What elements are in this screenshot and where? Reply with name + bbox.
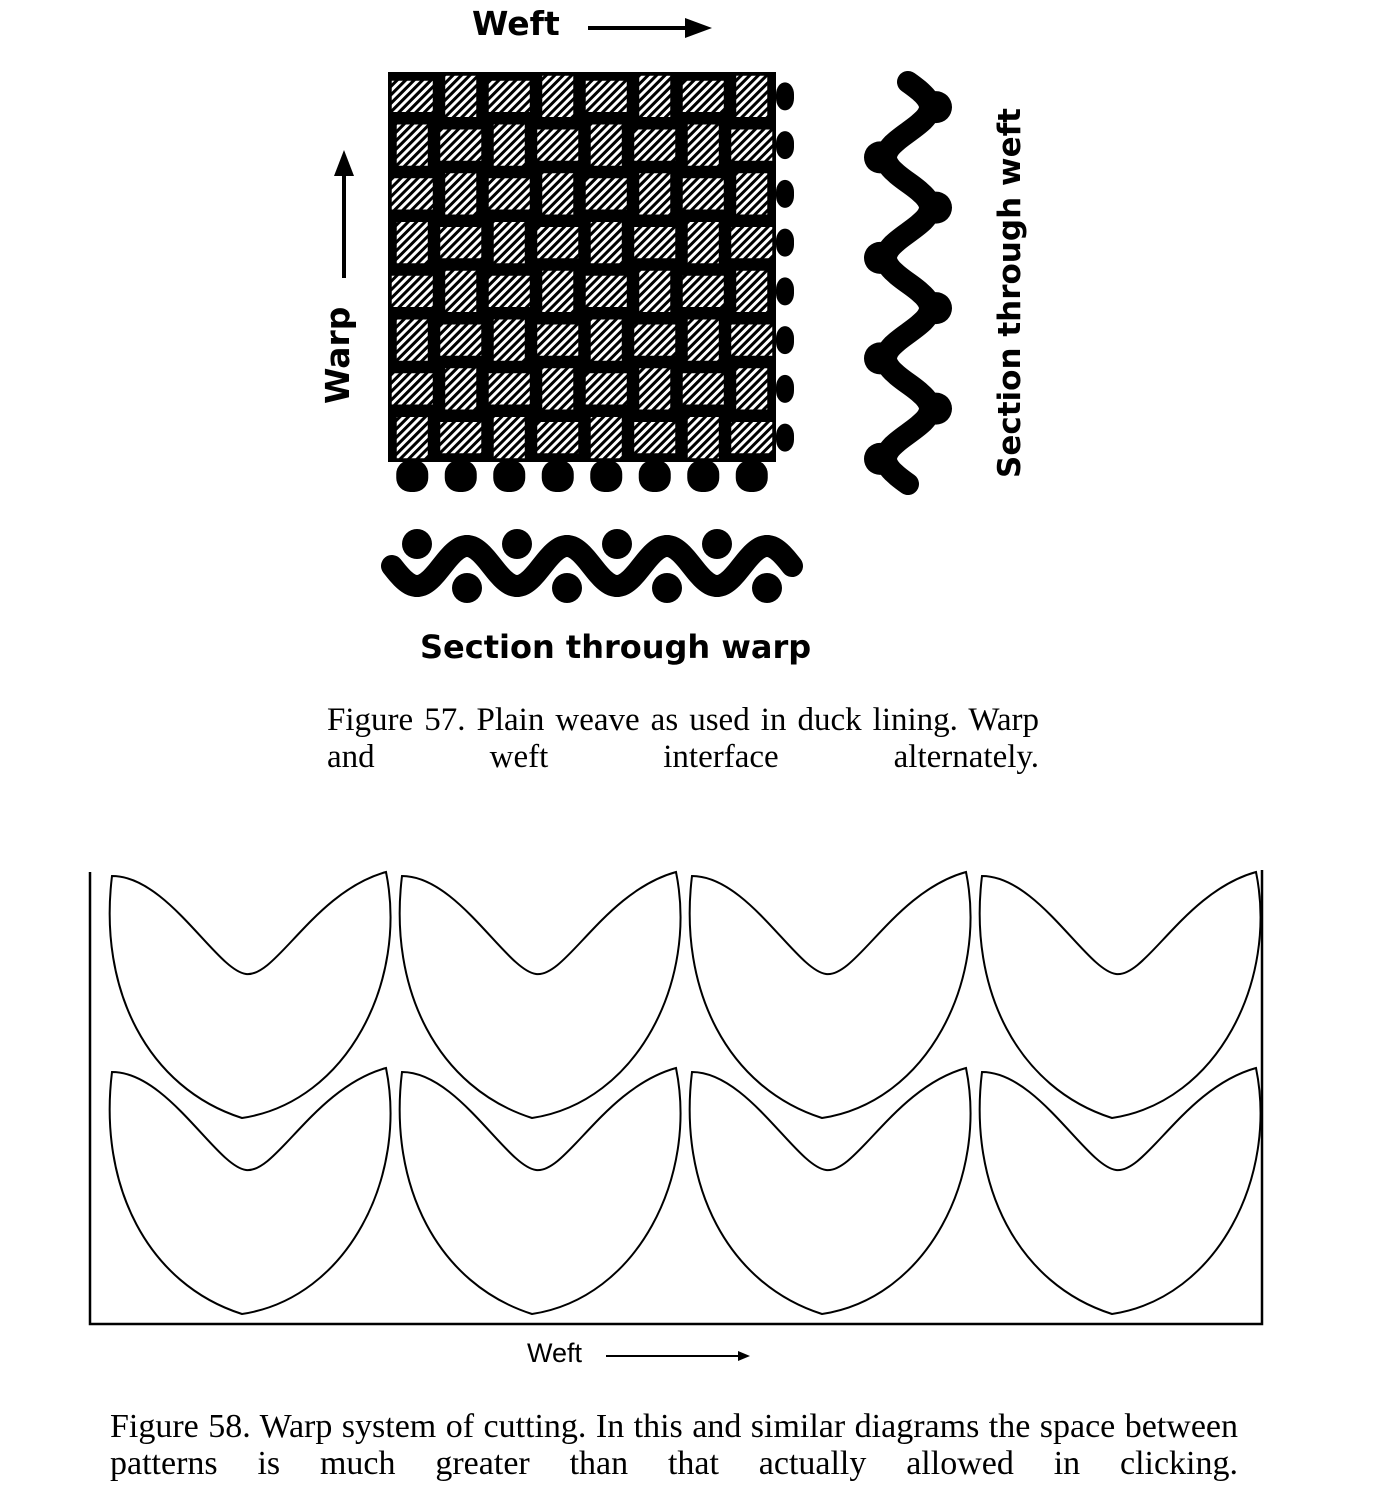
warp-thread-cell — [687, 124, 720, 167]
weft-thread-cell — [682, 178, 725, 211]
section-through-weft — [864, 82, 952, 484]
weft-cross-section-dot — [864, 242, 896, 274]
plain-weave-swatch — [388, 72, 794, 492]
warp-cross-section-dot — [552, 573, 582, 603]
warp-thread-cell — [493, 319, 526, 362]
weft-thread-cell — [537, 129, 580, 162]
warp-thread-cell — [445, 368, 478, 411]
warp-thread-end — [687, 460, 719, 492]
weft-thread-cell — [585, 275, 628, 308]
warp-thread-cell — [736, 173, 769, 216]
warp-thread-cell — [590, 416, 623, 459]
weft-thread-cell — [731, 324, 774, 357]
cutting-pattern-piece — [980, 872, 1261, 1118]
warp-thread-cell — [590, 221, 623, 264]
weft-thread-cell — [682, 275, 725, 308]
weft-thread-end — [776, 277, 794, 305]
warp-thread-cell — [736, 270, 769, 313]
figure-58-caption: Figure 58. Warp system of cutting. In this and similar diagrams the space between patterns is much greater than that actually allowed in clicking. — [110, 1408, 1238, 1482]
warp-cross-section-dot — [502, 529, 532, 559]
warp-thread-end — [639, 460, 671, 492]
warp-thread-cell — [542, 270, 575, 313]
weft-thread-cell — [731, 226, 774, 259]
warp-thread-cell — [639, 75, 672, 118]
section-weft-label: Section through weft — [992, 108, 1028, 478]
warp-thread-cell — [542, 368, 575, 411]
weft-thread-cell — [440, 421, 483, 454]
figure-57-caption: Figure 57. Plain weave as used in duck lining. Warp and weft interface alternately. — [327, 702, 1039, 775]
weft-cross-section-dot — [864, 141, 896, 173]
warp-thread-cell — [542, 173, 575, 216]
warp-cross-section-dot — [402, 529, 432, 559]
warp-thread-cell — [493, 124, 526, 167]
warp-thread-cell — [445, 173, 478, 216]
warp-label: Warp — [318, 306, 357, 404]
weft-thread-cell — [440, 324, 483, 357]
warp-thread-cell — [396, 319, 429, 362]
weft-thread-cell — [682, 80, 725, 113]
warp-thread-end — [493, 460, 525, 492]
warp-thread-end — [736, 460, 768, 492]
weft-thread-end — [776, 375, 794, 403]
weft-thread-cell — [391, 275, 434, 308]
weft-cross-section-dot — [864, 443, 896, 475]
weft-thread-cell — [440, 129, 483, 162]
weft-cross-section-dot — [920, 393, 952, 425]
weft-thread-end — [776, 424, 794, 452]
weft-thread-end — [776, 82, 794, 110]
weft-thread-cell — [537, 324, 580, 357]
warp-cross-section-dot — [702, 529, 732, 559]
figure-58-cutting-layout — [90, 870, 1262, 1324]
warp-cross-section-dot — [452, 573, 482, 603]
warp-thread-cell — [639, 270, 672, 313]
weft-thread-cell — [634, 421, 677, 454]
warp-thread-cell — [590, 124, 623, 167]
weft-label-top: Weft — [472, 4, 560, 43]
weft-thread-cell — [634, 226, 677, 259]
warp-thread-end — [396, 460, 428, 492]
cutting-pattern-piece — [400, 1068, 681, 1314]
weft-thread-cell — [731, 129, 774, 162]
warp-thread-cell — [493, 221, 526, 264]
cutting-pattern-piece — [690, 872, 971, 1118]
weft-thread-cell — [634, 129, 677, 162]
weft-cross-section-dot — [920, 91, 952, 123]
cutting-pattern-piece — [980, 1068, 1261, 1314]
weft-thread-cell — [488, 275, 531, 308]
weft-cross-section-dot — [920, 292, 952, 324]
weft-thread-cell — [634, 324, 677, 357]
cutting-pattern-piece — [110, 1068, 391, 1314]
warp-thread-end — [542, 460, 574, 492]
weft-thread-cell — [488, 80, 531, 113]
warp-cross-section-dot — [652, 573, 682, 603]
weft-thread-cell — [731, 421, 774, 454]
warp-thread-cell — [445, 270, 478, 313]
weft-thread-cell — [585, 178, 628, 211]
warp-thread-cell — [639, 368, 672, 411]
weft-thread-cell — [391, 80, 434, 113]
weft-thread-cell — [537, 226, 580, 259]
warp-thread-cell — [736, 75, 769, 118]
weft-arrow-top — [588, 18, 712, 38]
warp-thread-cell — [396, 416, 429, 459]
weft-thread-cell — [682, 373, 725, 406]
warp-thread-cell — [445, 75, 478, 118]
weft-thread-cell — [537, 421, 580, 454]
weft-thread-end — [776, 131, 794, 159]
warp-thread-cell — [687, 416, 720, 459]
weft-thread-cell — [585, 373, 628, 406]
warp-thread-end — [445, 460, 477, 492]
cutting-pattern-piece — [110, 872, 391, 1118]
warp-thread-cell — [396, 221, 429, 264]
weft-thread-cell — [585, 80, 628, 113]
warp-thread-end — [590, 460, 622, 492]
weft-thread-cell — [440, 226, 483, 259]
weft-thread-cell — [391, 178, 434, 211]
section-through-warp — [392, 529, 792, 603]
warp-thread-cell — [493, 416, 526, 459]
weft-thread-end — [776, 326, 794, 354]
warp-arrow-left — [334, 150, 354, 278]
weft-arrow-bottom — [606, 1351, 750, 1361]
warp-thread-cell — [542, 75, 575, 118]
warp-thread-cell — [396, 124, 429, 167]
warp-thread-cell — [590, 319, 623, 362]
weft-thread-cell — [488, 373, 531, 406]
weft-cross-section-dot — [864, 342, 896, 374]
weft-thread-cell — [488, 178, 531, 211]
weft-label-bottom: Weft — [527, 1338, 583, 1368]
section-warp-label: Section through warp — [420, 628, 812, 666]
warp-thread-cell — [736, 368, 769, 411]
warp-thread-cell — [639, 173, 672, 216]
weft-cross-section-dot — [920, 192, 952, 224]
warp-thread-cell — [687, 221, 720, 264]
warp-cross-section-dot — [602, 529, 632, 559]
warp-thread-cell — [687, 319, 720, 362]
weft-thread-end — [776, 229, 794, 257]
weft-thread-end — [776, 180, 794, 208]
warp-cross-section-dot — [752, 573, 782, 603]
cutting-pattern-piece — [400, 872, 681, 1118]
cutting-pattern-piece — [690, 1068, 971, 1314]
weft-thread-cell — [391, 373, 434, 406]
